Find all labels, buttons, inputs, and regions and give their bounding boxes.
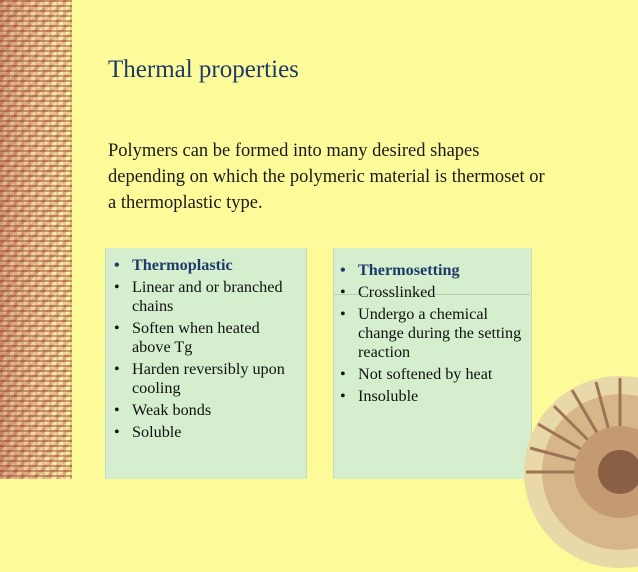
decorative-texture-strip (0, 0, 72, 479)
bullet-icon: • (114, 256, 120, 274)
list-item-text: Soluble (132, 423, 182, 441)
list-item (338, 387, 528, 406)
list-item (338, 365, 528, 384)
shell-ornament-icon (520, 372, 638, 572)
list-item-text: Soften when heated above Tg (132, 319, 260, 356)
thermoplastic-list (112, 256, 302, 445)
bullet-icon: • (114, 401, 120, 419)
intro-paragraph: Polymers can be formed into many desired shapes depending on which the polymeric material is thermoset or a thermoplastic type. (108, 141, 545, 213)
bullet-icon: • (340, 283, 346, 301)
list-item-text: Thermosetting (358, 261, 460, 279)
list-item (112, 319, 302, 357)
bullet-icon: • (114, 423, 120, 441)
list-item-text: Linear and or branched chains (132, 278, 283, 315)
slide-title: Thermal properties (108, 56, 299, 83)
bullet-icon: • (340, 387, 346, 405)
list-item (338, 261, 528, 280)
bullet-icon: • (340, 365, 346, 383)
list-item (112, 256, 302, 275)
bullet-icon: • (340, 261, 346, 279)
bullet-icon: • (114, 278, 120, 296)
bullet-icon: • (340, 305, 346, 323)
list-item-text: Insoluble (358, 387, 419, 405)
list-item-text: Not softened by heat (358, 365, 493, 383)
bullet-icon: • (114, 360, 120, 378)
list-item (112, 278, 302, 316)
list-item-text: Weak bonds (132, 401, 212, 419)
list-item-text: Harden reversibly upon cooling (132, 360, 285, 397)
list-item (112, 360, 302, 398)
list-item-text: Undergo a chemical change during the setting reaction (358, 305, 522, 361)
bullet-icon: • (114, 319, 120, 337)
list-item (112, 423, 302, 442)
list-item (338, 283, 528, 302)
list-item (338, 305, 528, 362)
list-item-text: Thermoplastic (132, 256, 233, 274)
thermosetting-list (338, 261, 528, 409)
list-item (112, 401, 302, 420)
list-item-text: Crosslinked (358, 283, 436, 301)
